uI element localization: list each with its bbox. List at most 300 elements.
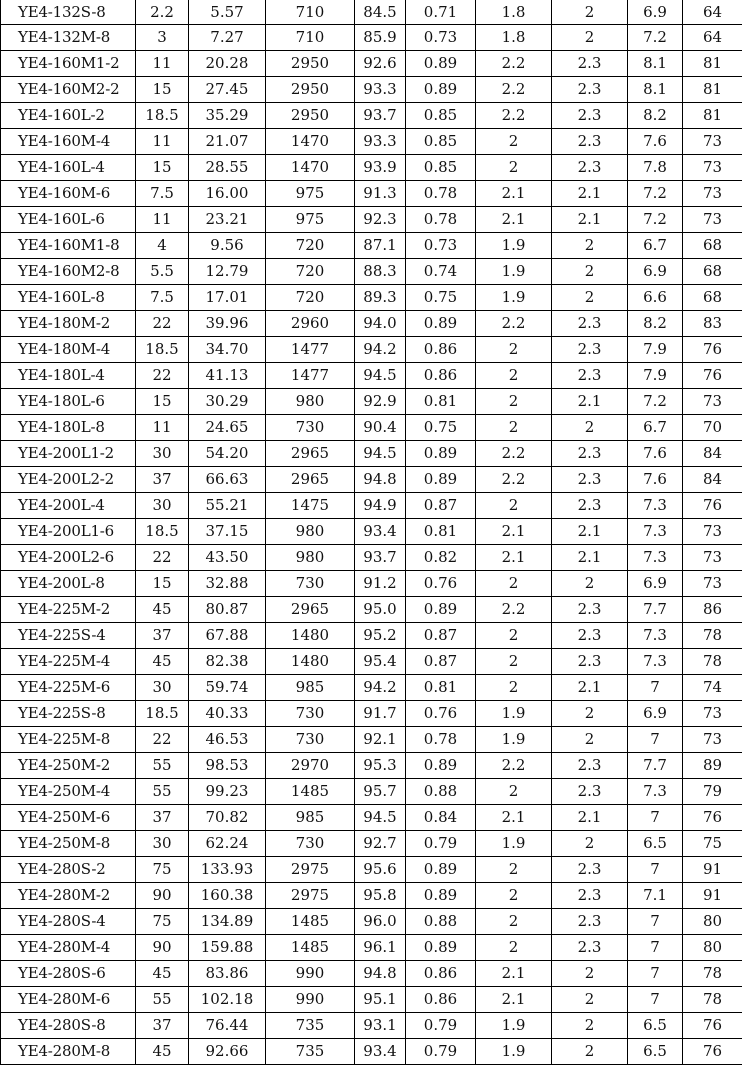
model-cell: YE4-200L1-6: [1, 519, 136, 545]
model-cell: YE4-250M-8: [1, 831, 136, 857]
efficiency-cell: 94.5: [355, 805, 406, 831]
speed-cell: 1477: [266, 337, 355, 363]
efficiency-cell: 91.7: [355, 701, 406, 727]
efficiency-cell: 93.4: [355, 1039, 406, 1065]
noise-cell: 76: [683, 805, 742, 831]
model-cell: YE4-250M-6: [1, 805, 136, 831]
noise-cell: 73: [683, 129, 742, 155]
torque-ratio-cell: 1.8: [476, 0, 552, 25]
current-ratio-cell: 7: [628, 935, 683, 961]
noise-cell: 80: [683, 909, 742, 935]
noise-cell: 84: [683, 441, 742, 467]
model-cell: YE4-160M1-8: [1, 233, 136, 259]
max-torque-ratio-cell: 2: [552, 259, 628, 285]
table-row: [1, 935, 742, 961]
table-row: [1, 25, 742, 51]
noise-cell: 68: [683, 259, 742, 285]
table-row: [1, 883, 742, 909]
speed-cell: 985: [266, 805, 355, 831]
torque-ratio-cell: 2.2: [476, 51, 552, 77]
model-cell: YE4-200L2-6: [1, 545, 136, 571]
noise-cell: 73: [683, 727, 742, 753]
power-factor-cell: 0.78: [406, 207, 476, 233]
power-factor-cell: 0.82: [406, 545, 476, 571]
current-cell: 66.63: [189, 467, 266, 493]
speed-cell: 720: [266, 285, 355, 311]
torque-ratio-cell: 2.2: [476, 441, 552, 467]
current-cell: 5.57: [189, 0, 266, 25]
torque-ratio-cell: 2.2: [476, 597, 552, 623]
torque-ratio-cell: 2: [476, 129, 552, 155]
max-torque-ratio-cell: 2.3: [552, 363, 628, 389]
power-cell: 15: [136, 571, 189, 597]
power-factor-cell: 0.79: [406, 831, 476, 857]
torque-ratio-cell: 1.9: [476, 831, 552, 857]
power-cell: 15: [136, 77, 189, 103]
torque-ratio-cell: 2: [476, 883, 552, 909]
speed-cell: 720: [266, 233, 355, 259]
current-cell: 46.53: [189, 727, 266, 753]
noise-cell: 73: [683, 155, 742, 181]
table-row: [1, 831, 742, 857]
efficiency-cell: 92.3: [355, 207, 406, 233]
max-torque-ratio-cell: 2.3: [552, 649, 628, 675]
noise-cell: 78: [683, 623, 742, 649]
current-cell: 102.18: [189, 987, 266, 1013]
model-cell: YE4-225S-8: [1, 701, 136, 727]
torque-ratio-cell: 1.8: [476, 25, 552, 51]
speed-cell: 1485: [266, 779, 355, 805]
power-cell: 37: [136, 805, 189, 831]
torque-ratio-cell: 1.9: [476, 727, 552, 753]
model-cell: YE4-132M-8: [1, 25, 136, 51]
power-cell: 2.2: [136, 0, 189, 25]
power-factor-cell: 0.85: [406, 129, 476, 155]
noise-cell: 76: [683, 363, 742, 389]
power-factor-cell: 0.84: [406, 805, 476, 831]
speed-cell: 730: [266, 415, 355, 441]
power-factor-cell: 0.89: [406, 441, 476, 467]
max-torque-ratio-cell: 2.3: [552, 129, 628, 155]
current-cell: 59.74: [189, 675, 266, 701]
efficiency-cell: 92.6: [355, 51, 406, 77]
current-ratio-cell: 6.7: [628, 233, 683, 259]
speed-cell: 1470: [266, 129, 355, 155]
current-ratio-cell: 6.5: [628, 1013, 683, 1039]
efficiency-cell: 91.2: [355, 571, 406, 597]
torque-ratio-cell: 2.2: [476, 103, 552, 129]
torque-ratio-cell: 2: [476, 155, 552, 181]
max-torque-ratio-cell: 2.1: [552, 805, 628, 831]
noise-cell: 64: [683, 0, 742, 25]
torque-ratio-cell: 2: [476, 389, 552, 415]
model-cell: YE4-200L-4: [1, 493, 136, 519]
power-factor-cell: 0.71: [406, 0, 476, 25]
current-ratio-cell: 7.9: [628, 337, 683, 363]
speed-cell: 720: [266, 259, 355, 285]
noise-cell: 78: [683, 961, 742, 987]
efficiency-cell: 95.2: [355, 623, 406, 649]
model-cell: YE4-280M-4: [1, 935, 136, 961]
max-torque-ratio-cell: 2.3: [552, 337, 628, 363]
power-factor-cell: 0.85: [406, 155, 476, 181]
efficiency-cell: 89.3: [355, 285, 406, 311]
current-ratio-cell: 7.7: [628, 597, 683, 623]
current-cell: 55.21: [189, 493, 266, 519]
model-cell: YE4-160L-4: [1, 155, 136, 181]
current-cell: 41.13: [189, 363, 266, 389]
model-cell: YE4-180L-8: [1, 415, 136, 441]
noise-cell: 73: [683, 181, 742, 207]
table-row: [1, 363, 742, 389]
power-factor-cell: 0.89: [406, 77, 476, 103]
power-factor-cell: 0.87: [406, 623, 476, 649]
power-cell: 45: [136, 597, 189, 623]
efficiency-cell: 94.5: [355, 363, 406, 389]
power-factor-cell: 0.86: [406, 363, 476, 389]
current-cell: 43.50: [189, 545, 266, 571]
current-ratio-cell: 6.9: [628, 701, 683, 727]
efficiency-cell: 95.8: [355, 883, 406, 909]
table-row: [1, 285, 742, 311]
power-cell: 11: [136, 129, 189, 155]
efficiency-cell: 84.5: [355, 0, 406, 25]
model-cell: YE4-160M2-2: [1, 77, 136, 103]
power-cell: 75: [136, 857, 189, 883]
power-factor-cell: 0.76: [406, 701, 476, 727]
model-cell: YE4-200L-8: [1, 571, 136, 597]
model-cell: YE4-180M-4: [1, 337, 136, 363]
model-cell: YE4-160M-4: [1, 129, 136, 155]
power-factor-cell: 0.86: [406, 337, 476, 363]
max-torque-ratio-cell: 2.3: [552, 779, 628, 805]
speed-cell: 735: [266, 1039, 355, 1065]
table-row: [1, 857, 742, 883]
current-ratio-cell: 7.3: [628, 519, 683, 545]
power-factor-cell: 0.76: [406, 571, 476, 597]
torque-ratio-cell: 2.2: [476, 77, 552, 103]
max-torque-ratio-cell: 2.3: [552, 597, 628, 623]
table-row: [1, 51, 742, 77]
speed-cell: 1485: [266, 909, 355, 935]
table-row: [1, 571, 742, 597]
speed-cell: 975: [266, 207, 355, 233]
efficiency-cell: 90.4: [355, 415, 406, 441]
torque-ratio-cell: 2.2: [476, 311, 552, 337]
noise-cell: 76: [683, 1039, 742, 1065]
current-cell: 70.82: [189, 805, 266, 831]
torque-ratio-cell: 2: [476, 337, 552, 363]
power-factor-cell: 0.89: [406, 467, 476, 493]
max-torque-ratio-cell: 2.3: [552, 493, 628, 519]
current-ratio-cell: 8.2: [628, 311, 683, 337]
current-ratio-cell: 6.5: [628, 831, 683, 857]
noise-cell: 76: [683, 1013, 742, 1039]
current-ratio-cell: 7.9: [628, 363, 683, 389]
efficiency-cell: 95.4: [355, 649, 406, 675]
noise-cell: 73: [683, 389, 742, 415]
table-row: [1, 337, 742, 363]
efficiency-cell: 95.1: [355, 987, 406, 1013]
noise-cell: 81: [683, 51, 742, 77]
model-cell: YE4-250M-4: [1, 779, 136, 805]
noise-cell: 91: [683, 857, 742, 883]
power-cell: 5.5: [136, 259, 189, 285]
max-torque-ratio-cell: 2.3: [552, 857, 628, 883]
max-torque-ratio-cell: 2.3: [552, 883, 628, 909]
efficiency-cell: 94.8: [355, 961, 406, 987]
current-ratio-cell: 6.9: [628, 259, 683, 285]
current-cell: 92.66: [189, 1039, 266, 1065]
efficiency-cell: 91.3: [355, 181, 406, 207]
noise-cell: 70: [683, 415, 742, 441]
torque-ratio-cell: 2: [476, 935, 552, 961]
table-row: [1, 701, 742, 727]
model-cell: YE4-225S-4: [1, 623, 136, 649]
table-row: [1, 181, 742, 207]
power-cell: 11: [136, 207, 189, 233]
efficiency-cell: 95.0: [355, 597, 406, 623]
power-cell: 30: [136, 831, 189, 857]
max-torque-ratio-cell: 2: [552, 1013, 628, 1039]
table-row: [1, 0, 742, 25]
noise-cell: 73: [683, 519, 742, 545]
current-ratio-cell: 7.2: [628, 181, 683, 207]
model-cell: YE4-160M-6: [1, 181, 136, 207]
torque-ratio-cell: 2: [476, 415, 552, 441]
current-cell: 82.38: [189, 649, 266, 675]
power-cell: 30: [136, 493, 189, 519]
torque-ratio-cell: 2: [476, 675, 552, 701]
power-factor-cell: 0.86: [406, 961, 476, 987]
model-cell: YE4-200L1-2: [1, 441, 136, 467]
max-torque-ratio-cell: 2.1: [552, 675, 628, 701]
power-cell: 55: [136, 779, 189, 805]
noise-cell: 91: [683, 883, 742, 909]
max-torque-ratio-cell: 2.3: [552, 623, 628, 649]
model-cell: YE4-160M2-8: [1, 259, 136, 285]
power-cell: 18.5: [136, 519, 189, 545]
current-ratio-cell: 7.2: [628, 207, 683, 233]
power-cell: 45: [136, 1039, 189, 1065]
table-row: [1, 311, 742, 337]
noise-cell: 80: [683, 935, 742, 961]
power-cell: 7.5: [136, 285, 189, 311]
model-cell: YE4-280S-8: [1, 1013, 136, 1039]
current-cell: 7.27: [189, 25, 266, 51]
current-cell: 21.07: [189, 129, 266, 155]
model-cell: YE4-160L-8: [1, 285, 136, 311]
torque-ratio-cell: 2.1: [476, 519, 552, 545]
model-cell: YE4-280S-4: [1, 909, 136, 935]
torque-ratio-cell: 2: [476, 857, 552, 883]
model-cell: YE4-180L-4: [1, 363, 136, 389]
current-ratio-cell: 7: [628, 961, 683, 987]
noise-cell: 68: [683, 285, 742, 311]
max-torque-ratio-cell: 2.1: [552, 181, 628, 207]
power-cell: 15: [136, 155, 189, 181]
current-ratio-cell: 7.6: [628, 129, 683, 155]
max-torque-ratio-cell: 2.3: [552, 311, 628, 337]
current-ratio-cell: 7.6: [628, 441, 683, 467]
torque-ratio-cell: 2: [476, 571, 552, 597]
current-cell: 83.86: [189, 961, 266, 987]
table-row: [1, 597, 742, 623]
power-factor-cell: 0.75: [406, 415, 476, 441]
torque-ratio-cell: 2.2: [476, 753, 552, 779]
table-row: [1, 545, 742, 571]
current-ratio-cell: 6.9: [628, 571, 683, 597]
power-factor-cell: 0.86: [406, 987, 476, 1013]
speed-cell: 710: [266, 25, 355, 51]
power-factor-cell: 0.89: [406, 883, 476, 909]
current-ratio-cell: 8.2: [628, 103, 683, 129]
current-cell: 32.88: [189, 571, 266, 597]
current-cell: 27.45: [189, 77, 266, 103]
model-cell: YE4-160M1-2: [1, 51, 136, 77]
table-row: [1, 779, 742, 805]
speed-cell: 2970: [266, 753, 355, 779]
current-cell: 34.70: [189, 337, 266, 363]
efficiency-cell: 96.0: [355, 909, 406, 935]
speed-cell: 1480: [266, 623, 355, 649]
current-ratio-cell: 7.3: [628, 545, 683, 571]
max-torque-ratio-cell: 2.3: [552, 155, 628, 181]
current-cell: 134.89: [189, 909, 266, 935]
efficiency-cell: 96.1: [355, 935, 406, 961]
torque-ratio-cell: 2: [476, 363, 552, 389]
speed-cell: 730: [266, 571, 355, 597]
noise-cell: 73: [683, 571, 742, 597]
table-row: [1, 649, 742, 675]
power-cell: 30: [136, 675, 189, 701]
noise-cell: 83: [683, 311, 742, 337]
max-torque-ratio-cell: 2.3: [552, 51, 628, 77]
current-ratio-cell: 7: [628, 987, 683, 1013]
noise-cell: 76: [683, 493, 742, 519]
current-cell: 9.56: [189, 233, 266, 259]
power-cell: 45: [136, 649, 189, 675]
power-factor-cell: 0.88: [406, 779, 476, 805]
current-ratio-cell: 7.3: [628, 649, 683, 675]
power-cell: 75: [136, 909, 189, 935]
speed-cell: 980: [266, 545, 355, 571]
power-cell: 18.5: [136, 337, 189, 363]
efficiency-cell: 93.9: [355, 155, 406, 181]
table-row: [1, 415, 742, 441]
power-cell: 22: [136, 545, 189, 571]
max-torque-ratio-cell: 2.3: [552, 909, 628, 935]
torque-ratio-cell: 2: [476, 909, 552, 935]
current-cell: 12.79: [189, 259, 266, 285]
efficiency-cell: 94.9: [355, 493, 406, 519]
speed-cell: 2965: [266, 597, 355, 623]
torque-ratio-cell: 2: [476, 493, 552, 519]
current-ratio-cell: 7.8: [628, 155, 683, 181]
table-row: [1, 727, 742, 753]
power-factor-cell: 0.79: [406, 1013, 476, 1039]
max-torque-ratio-cell: 2: [552, 0, 628, 25]
current-ratio-cell: 6.9: [628, 0, 683, 25]
current-cell: 16.00: [189, 181, 266, 207]
table-row: [1, 259, 742, 285]
current-cell: 37.15: [189, 519, 266, 545]
efficiency-cell: 93.3: [355, 129, 406, 155]
efficiency-cell: 93.7: [355, 545, 406, 571]
max-torque-ratio-cell: 2.1: [552, 207, 628, 233]
max-torque-ratio-cell: 2.1: [552, 545, 628, 571]
model-cell: YE4-160L-6: [1, 207, 136, 233]
noise-cell: 79: [683, 779, 742, 805]
power-cell: 18.5: [136, 103, 189, 129]
speed-cell: 2950: [266, 103, 355, 129]
current-cell: 20.28: [189, 51, 266, 77]
power-factor-cell: 0.73: [406, 25, 476, 51]
speed-cell: 710: [266, 0, 355, 25]
current-ratio-cell: 7: [628, 857, 683, 883]
power-factor-cell: 0.89: [406, 935, 476, 961]
noise-cell: 73: [683, 207, 742, 233]
noise-cell: 81: [683, 77, 742, 103]
table-row: [1, 233, 742, 259]
current-cell: 80.87: [189, 597, 266, 623]
model-cell: YE4-180L-6: [1, 389, 136, 415]
current-ratio-cell: 7: [628, 675, 683, 701]
noise-cell: 76: [683, 337, 742, 363]
current-cell: 17.01: [189, 285, 266, 311]
noise-cell: 89: [683, 753, 742, 779]
power-factor-cell: 0.87: [406, 649, 476, 675]
max-torque-ratio-cell: 2: [552, 987, 628, 1013]
power-factor-cell: 0.89: [406, 597, 476, 623]
table-row: [1, 909, 742, 935]
power-factor-cell: 0.78: [406, 181, 476, 207]
efficiency-cell: 94.5: [355, 441, 406, 467]
model-cell: YE4-250M-2: [1, 753, 136, 779]
power-cell: 22: [136, 727, 189, 753]
current-cell: 160.38: [189, 883, 266, 909]
table-row: [1, 1013, 742, 1039]
efficiency-cell: 88.3: [355, 259, 406, 285]
efficiency-cell: 94.8: [355, 467, 406, 493]
speed-cell: 2975: [266, 857, 355, 883]
max-torque-ratio-cell: 2: [552, 415, 628, 441]
torque-ratio-cell: 1.9: [476, 259, 552, 285]
speed-cell: 1470: [266, 155, 355, 181]
noise-cell: 75: [683, 831, 742, 857]
power-factor-cell: 0.81: [406, 519, 476, 545]
speed-cell: 1477: [266, 363, 355, 389]
speed-cell: 730: [266, 831, 355, 857]
current-cell: 35.29: [189, 103, 266, 129]
table-row: [1, 155, 742, 181]
current-ratio-cell: 6.5: [628, 1039, 683, 1065]
noise-cell: 81: [683, 103, 742, 129]
power-cell: 11: [136, 51, 189, 77]
power-factor-cell: 0.89: [406, 311, 476, 337]
speed-cell: 2960: [266, 311, 355, 337]
current-ratio-cell: 7.6: [628, 467, 683, 493]
power-cell: 15: [136, 389, 189, 415]
power-cell: 37: [136, 1013, 189, 1039]
current-ratio-cell: 7.3: [628, 779, 683, 805]
model-cell: YE4-132S-8: [1, 0, 136, 25]
current-cell: 98.53: [189, 753, 266, 779]
speed-cell: 730: [266, 727, 355, 753]
speed-cell: 980: [266, 519, 355, 545]
max-torque-ratio-cell: 2.3: [552, 103, 628, 129]
current-cell: 54.20: [189, 441, 266, 467]
